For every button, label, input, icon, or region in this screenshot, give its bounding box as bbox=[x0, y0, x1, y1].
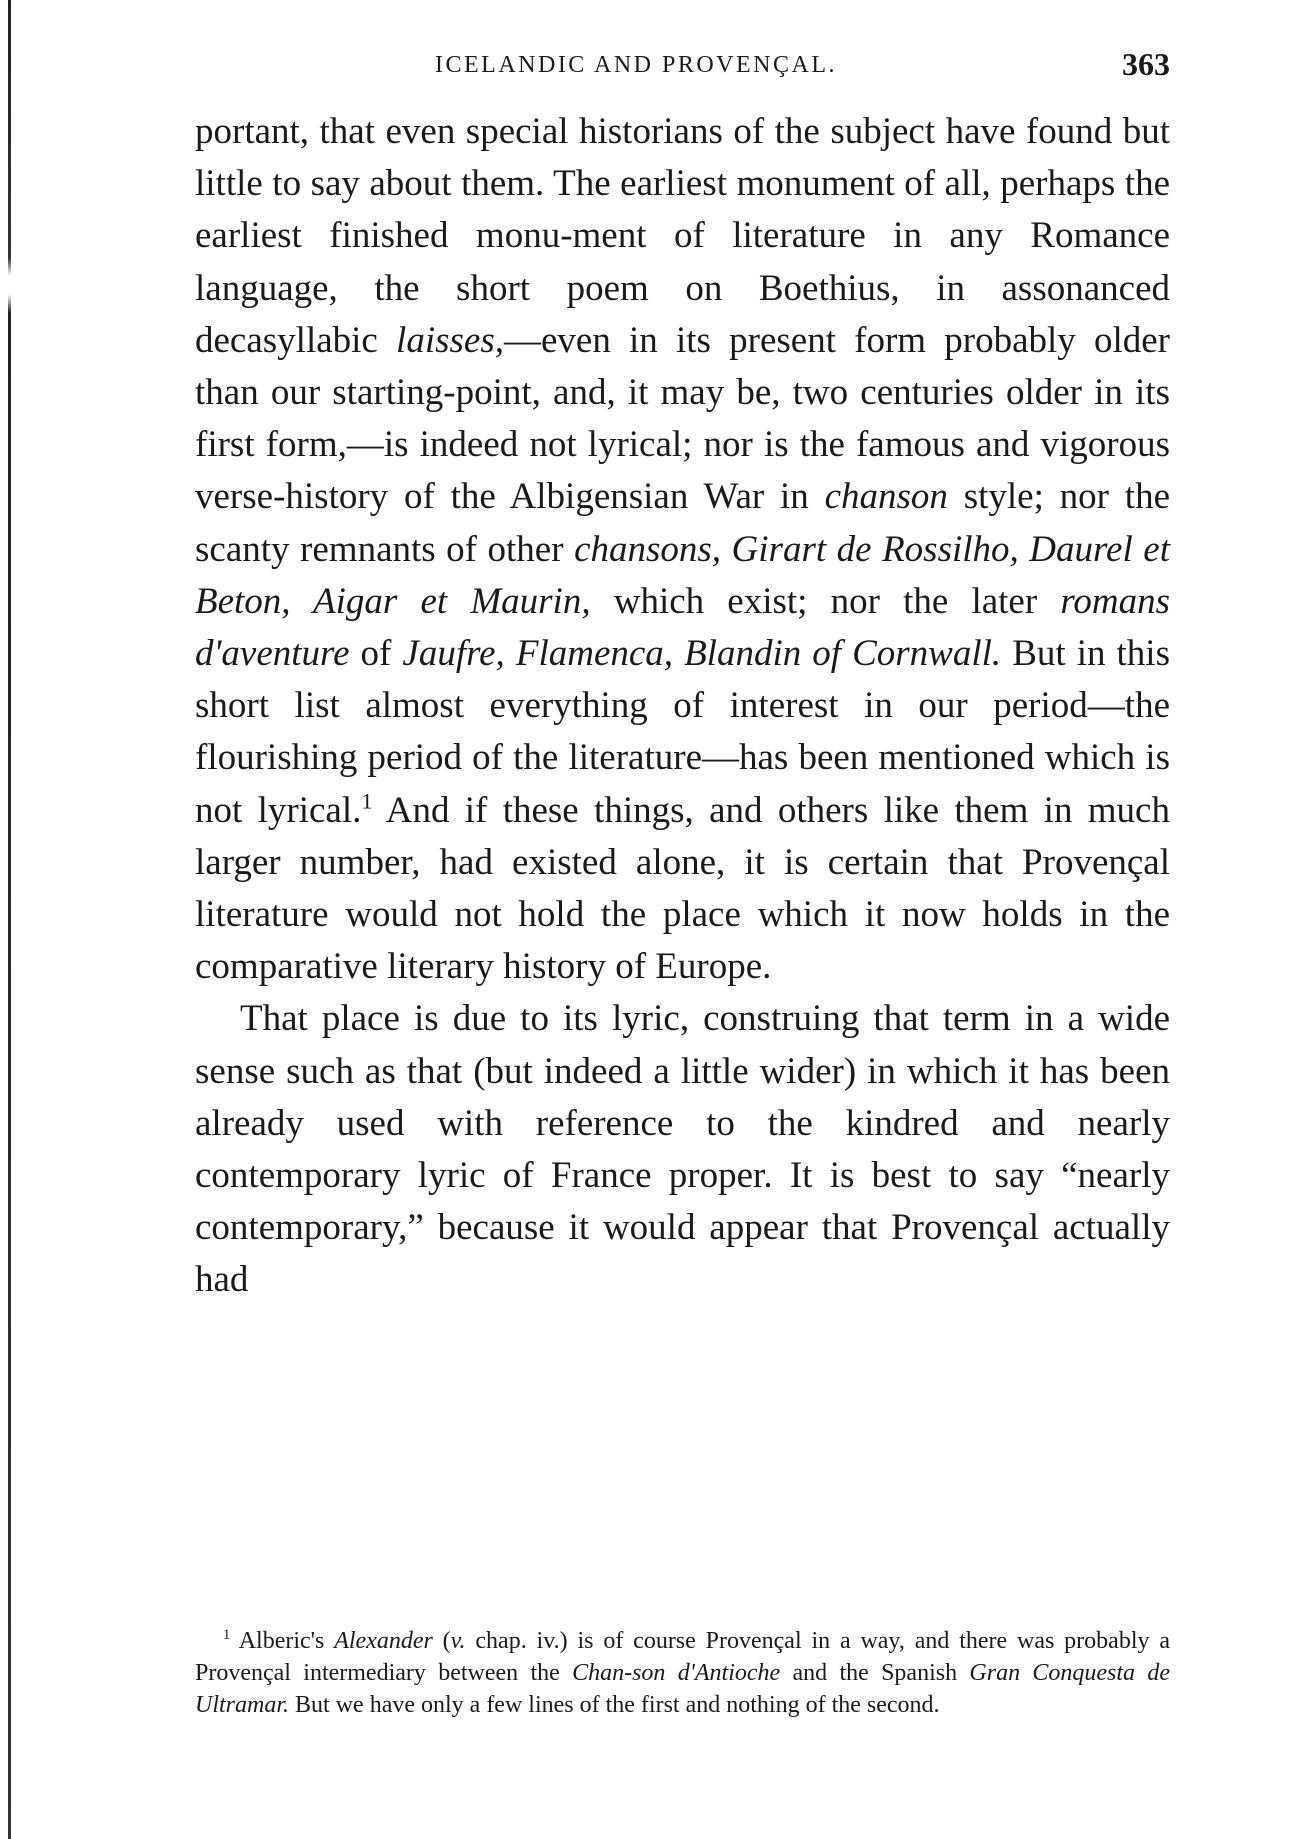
italic-run: chansons, Girart de Rossilho, Daurel et Beton, Aigar et Maurin, bbox=[195, 528, 1170, 622]
paragraph-2: That place is due to its lyric, construing that term in a wide sense such as that (but indeed a little wider) in which it has been already used with reference to the kindred and nearly contemporary lyric of France proper. It is best to say “nearly contemporary,” because it would appear that Provençal actually had bbox=[195, 998, 1170, 1301]
text-run: portant, that even special historians of the subject have found but little to say about them. The earliest monument of all, perhaps the earliest finished monu-ment of literature in any Romance language, the short poem on Boethius, in assonanced decasyllabic bbox=[195, 111, 1170, 361]
text-run: of bbox=[349, 633, 403, 675]
page-number: 363 bbox=[1122, 46, 1170, 82]
text-run: But in this short list almost everything of interest in our period—the flourishing period of the literature—has been mentioned which is not lyrical. bbox=[195, 633, 1170, 831]
italic-run: v. bbox=[450, 1628, 466, 1654]
text-run: style; nor the scanty remnants of other bbox=[195, 476, 1170, 570]
italic-run: laisses, bbox=[396, 319, 504, 361]
text-run: ( bbox=[432, 1628, 451, 1654]
footnotes bbox=[195, 1625, 1170, 1721]
page-binding-edge bbox=[8, 0, 11, 1839]
text-run: And if these things, and others like them in much larger number, had existed alone, it is certain that Provençal literature would not hold the place which it now holds in the comparative literary history of Europe. bbox=[195, 789, 1170, 988]
running-head bbox=[195, 46, 1170, 86]
italic-run: chanson bbox=[824, 476, 948, 518]
text-run: Alberic's bbox=[230, 1628, 335, 1654]
body-text bbox=[195, 106, 1170, 1307]
footnote-reference: 1 bbox=[361, 788, 373, 814]
text-run: and the Spanish bbox=[780, 1660, 970, 1686]
running-title: ICELANDIC AND PROVENÇAL. bbox=[435, 52, 837, 78]
italic-run: Alexander bbox=[334, 1628, 433, 1654]
italic-run: Chan-son d'Antioche bbox=[572, 1660, 781, 1686]
paragraph-1 bbox=[195, 106, 1170, 993]
footnote-marker: 1 bbox=[223, 1627, 231, 1643]
text-run: —even in its present form probably older than our starting-point, and, it may be, two centuries older in its first form,—is indeed not lyrical; nor is the famous and vigorous verse-history of the Albigensian War in bbox=[195, 319, 1170, 518]
italic-run: Jaufre, Flamenca, Blandin of Cornwall. bbox=[402, 633, 1002, 675]
italic-run: Gran Conquesta de Ultramar. bbox=[195, 1660, 1171, 1718]
text-run: But we have only a few lines of the first and nothing of the second. bbox=[289, 1692, 940, 1718]
text-run: which exist; nor the later bbox=[590, 580, 1061, 622]
footnote-1 bbox=[195, 1625, 1170, 1721]
text-run: chap. iv.) is of course Provençal in a way, and there was probably a Provençal intermediary between the bbox=[195, 1628, 1170, 1686]
italic-run: romans d'aventure bbox=[195, 580, 1170, 675]
